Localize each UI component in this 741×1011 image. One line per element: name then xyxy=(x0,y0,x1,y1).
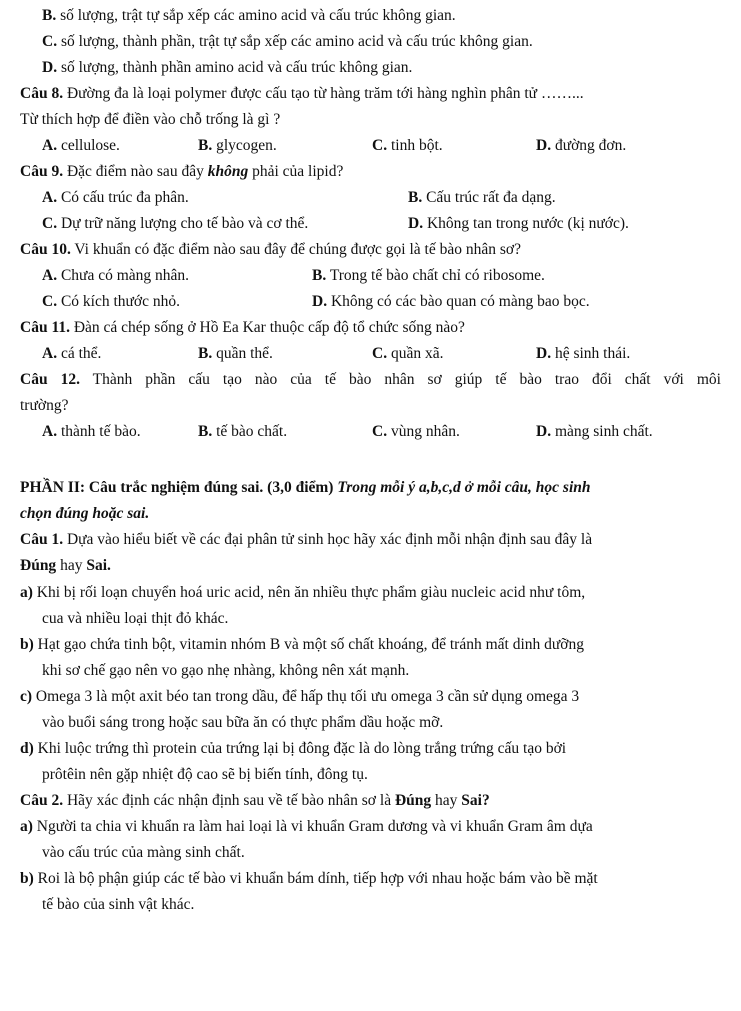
part-2-heading-line2: chọn đúng hoặc sai. xyxy=(20,505,150,522)
q11-option-c: C. quần xã. xyxy=(372,345,444,362)
q9-option-c: C. Dự trữ năng lượng cho tế bào và cơ thể. xyxy=(42,215,309,232)
p2q2-statement-a-line2: vào cấu trúc của màng sinh chất. xyxy=(42,844,245,861)
q12-option-b: B. tế bào chất. xyxy=(198,423,288,440)
question-8-stem-line2: Từ thích hợp để điền vào chỗ trống là gì ? xyxy=(20,111,281,128)
option-d-prev: D. số lượng, thành phần amino acid và cấu trúc không gian. xyxy=(42,59,413,76)
question-9-stem: Câu 9. Đặc điểm nào sau đây không phải của lipid? xyxy=(20,163,344,180)
p2-question-2-stem: Câu 2. Hãy xác định các nhận định sau về tế bào nhân sơ là Đúng hay Sai? xyxy=(20,792,490,809)
q10-option-d: D. Không có các bào quan có màng bao bọc. xyxy=(312,293,590,310)
p2q1-statement-d: d) Khi luộc trứng thì protein của trứng lại bị đông đặc là do lòng trắng trứng cấu tạo bởi xyxy=(20,740,567,757)
option-b-prev: B. số lượng, trật tự sắp xếp các amino acid và cấu trúc không gian. xyxy=(42,7,456,24)
p2q1-statement-a-line2: cua và nhiều loại thịt đỏ khác. xyxy=(42,610,229,627)
p2q2-statement-b: b) Roi là bộ phận giúp các tế bào vi khuẩn bám dính, tiếp hợp với nhau hoặc bám vào bề mặt xyxy=(20,870,598,887)
q11-option-a: A. cá thể. xyxy=(42,345,102,362)
q9-option-b: B. Cấu trúc rất đa dạng. xyxy=(408,189,556,206)
p2q1-statement-b-line2: khi sơ chế gạo nên vo gạo nhẹ nhàng, không nên xát mạnh. xyxy=(42,662,410,679)
question-11-stem: Câu 11. Đàn cá chép sống ở Hồ Ea Kar thuộc cấp độ tổ chức sống nào? xyxy=(20,319,465,336)
q12-option-d: D. màng sinh chất. xyxy=(536,423,653,440)
p2q1-statement-d-line2: prôtêin nên gặp nhiệt độ cao sẽ bị biến tính, đông tụ. xyxy=(42,766,368,783)
q10-option-c: C. Có kích thước nhỏ. xyxy=(42,293,181,310)
q12-option-a: A. thành tế bào. xyxy=(42,423,141,440)
q8-option-c: C. tinh bột. xyxy=(372,137,443,154)
question-8-stem: Câu 8. Đường đa là loại polymer được cấu tạo từ hàng trăm tới hàng nghìn phân tử ……... xyxy=(20,85,584,102)
p2q1-statement-c: c) Omega 3 là một axit béo tan trong dầu, để hấp thụ tối ưu omega 3 cần sử dụng omega 3 xyxy=(20,688,580,705)
q8-option-a: A. cellulose. xyxy=(42,137,120,154)
p2q2-statement-b-line2: tế bào của sinh vật khác. xyxy=(42,896,195,913)
p2-question-1-stem: Câu 1. Dựa vào hiểu biết về các đại phân tử sinh học hãy xác định mỗi nhận định sau đây là xyxy=(20,531,593,548)
question-10-stem: Câu 10. Vi khuẩn có đặc điểm nào sau đây để chúng được gọi là tế bào nhân sơ? xyxy=(20,241,521,258)
p2q1-statement-b: b) Hạt gạo chứa tinh bột, vitamin nhóm B và một số chất khoáng, để tránh mất dinh dưỡng xyxy=(20,636,584,653)
p2-question-1-stem-line2: Đúng hay Sai. xyxy=(20,557,111,574)
q8-option-d: D. đường đơn. xyxy=(536,137,627,154)
option-c-prev: C. số lượng, thành phần, trật tự sắp xếp các amino acid và cấu trúc không gian. xyxy=(42,33,533,50)
question-12-stem: Câu 12. Thành phần cấu tạo nào của tế bào nhân sơ giúp tế bào trao đổi chất với môi xyxy=(20,371,721,388)
question-12-stem-line2: trường? xyxy=(20,397,69,414)
p2q1-statement-a: a) Khi bị rối loạn chuyển hoá uric acid, nên ăn nhiều thực phẩm giàu nucleic acid như tôm, xyxy=(20,584,586,601)
q12-option-c: C. vùng nhân. xyxy=(372,423,460,440)
q10-option-b: B. Trong tế bào chất chỉ có ribosome. xyxy=(312,267,545,284)
part-2-heading: PHẦN II: Câu trắc nghiệm đúng sai. (3,0 điểm) Trong mỗi ý a,b,c,d ở mỗi câu, học sinh xyxy=(20,479,591,496)
p2q2-statement-a: a) Người ta chia vi khuẩn ra làm hai loại là vi khuẩn Gram dương và vi khuẩn Gram âm dựa xyxy=(20,818,593,835)
q11-option-b: B. quần thể. xyxy=(198,345,273,362)
q10-option-a: A. Chưa có màng nhân. xyxy=(42,267,190,284)
p2q1-statement-c-line2: vào buổi sáng trong hoặc sau bữa ăn có thực phẩm dầu hoặc mỡ. xyxy=(42,714,444,731)
q8-option-b: B. glycogen. xyxy=(198,137,277,154)
q9-option-a: A. Có cấu trúc đa phân. xyxy=(42,189,189,206)
q11-option-d: D. hệ sinh thái. xyxy=(536,345,631,362)
q9-option-d: D. Không tan trong nước (kị nước). xyxy=(408,215,629,232)
